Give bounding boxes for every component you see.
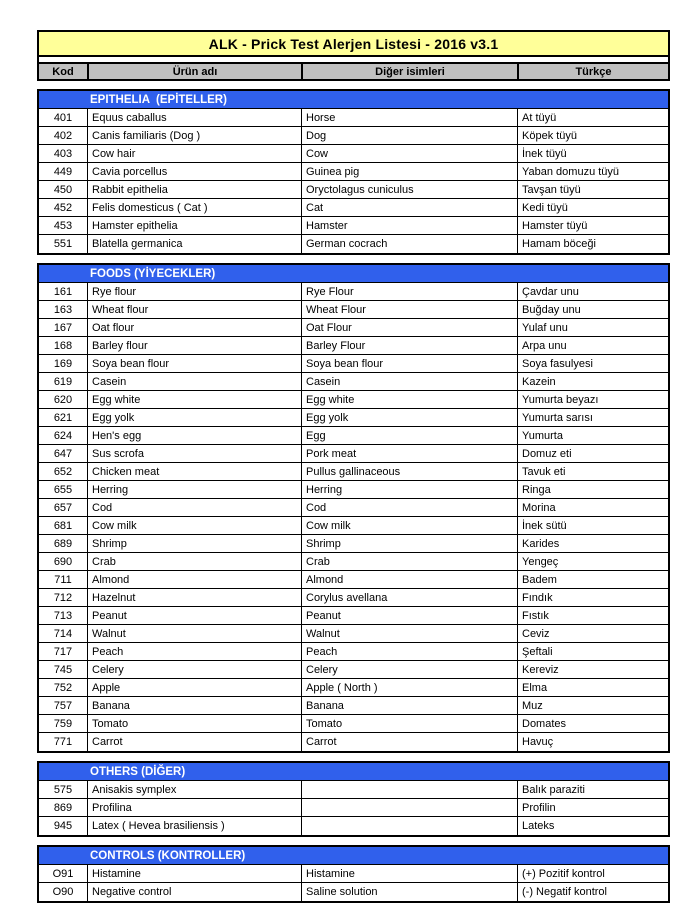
cell-kod: 689	[53, 537, 73, 550]
cell-kod: 712	[53, 591, 73, 604]
cell-diger-isimleri: Celery	[301, 661, 517, 678]
cell-turkce: Kazein	[517, 373, 668, 390]
cell-diger-isimleri	[301, 817, 517, 835]
cell-urun-adi: Equus caballus	[87, 109, 301, 126]
column-header-urun-adi: Ürün adı	[87, 64, 301, 79]
cell-kod: 652	[53, 465, 73, 478]
table-row	[39, 589, 668, 607]
cell-urun-adi: Shrimp	[87, 535, 301, 552]
table-row	[39, 799, 668, 817]
column-header-turkce: Türkçe	[517, 64, 668, 79]
cell-turkce: Kedi tüyü	[517, 199, 668, 216]
cell-diger-isimleri: Peanut	[301, 607, 517, 624]
cell-diger-isimleri: Hamster	[301, 217, 517, 234]
table-row	[39, 661, 668, 679]
cell-diger-isimleri: Soya bean flour	[301, 355, 517, 372]
table-row	[39, 127, 668, 145]
document-title: ALK - Prick Test Alerjen Listesi - 2016 v3.1	[37, 30, 670, 57]
cell-urun-adi: Egg yolk	[87, 409, 301, 426]
cell-turkce: Profilin	[517, 799, 668, 816]
cell-turkce: Karides	[517, 535, 668, 552]
cell-turkce: Yaban domuzu tüyü	[517, 163, 668, 180]
cell-kod: 771	[53, 736, 73, 748]
cell-diger-isimleri: Oat Flour	[301, 319, 517, 336]
cell-kod: 575	[53, 783, 73, 796]
table-row	[39, 217, 668, 235]
table-row	[39, 553, 668, 571]
cell-turkce: Balık paraziti	[517, 781, 668, 798]
cell-turkce: Lateks	[517, 817, 668, 835]
table-row	[39, 301, 668, 319]
cell-turkce: Yumurta	[517, 427, 668, 444]
cell-turkce: İnek tüyü	[517, 145, 668, 162]
cell-kod: O91	[52, 867, 74, 880]
table-row	[39, 355, 668, 373]
cell-turkce: Buğday unu	[517, 301, 668, 318]
cell-urun-adi: Banana	[87, 697, 301, 714]
cell-urun-adi: Felis domesticus ( Cat )	[87, 199, 301, 216]
cell-diger-isimleri: Egg yolk	[301, 409, 517, 426]
cell-turkce: Arpa unu	[517, 337, 668, 354]
cell-diger-isimleri: Carrot	[301, 733, 517, 751]
cell-kod: 757	[53, 699, 73, 712]
cell-urun-adi: Walnut	[87, 625, 301, 642]
cell-urun-adi: Carrot	[87, 733, 301, 751]
cell-kod: 647	[53, 447, 73, 460]
cell-diger-isimleri: Herring	[301, 481, 517, 498]
cell-urun-adi: Peanut	[87, 607, 301, 624]
cell-turkce: Çavdar unu	[517, 283, 668, 300]
cell-kod: 401	[53, 111, 73, 124]
cell-diger-isimleri: Egg	[301, 427, 517, 444]
cell-diger-isimleri: Corylus avellana	[301, 589, 517, 606]
cell-urun-adi: Canis familiaris (Dog )	[87, 127, 301, 144]
cell-kod: 624	[53, 429, 73, 442]
cell-urun-adi: Peach	[87, 643, 301, 660]
table-row	[39, 283, 668, 301]
cell-kod: 945	[53, 820, 73, 832]
cell-turkce: Hamam böceği	[517, 235, 668, 253]
cell-urun-adi: Apple	[87, 679, 301, 696]
cell-urun-adi: Hazelnut	[87, 589, 301, 606]
section-header: EPITHELIA (EPİTELLER)	[39, 91, 668, 109]
cell-diger-isimleri: Walnut	[301, 625, 517, 642]
cell-urun-adi: Chicken meat	[87, 463, 301, 480]
cell-diger-isimleri: German cocrach	[301, 235, 517, 253]
cell-kod: 453	[53, 219, 73, 232]
column-header-row	[37, 62, 670, 81]
cell-turkce: Hamster tüyü	[517, 217, 668, 234]
cell-turkce: Ringa	[517, 481, 668, 498]
cell-turkce: Badem	[517, 571, 668, 588]
cell-turkce: Ceviz	[517, 625, 668, 642]
cell-diger-isimleri: Banana	[301, 697, 517, 714]
table-row	[39, 517, 668, 535]
table-row	[39, 391, 668, 409]
cell-turkce: (+) Pozitif kontrol	[517, 865, 668, 882]
cell-turkce: Tavuk eti	[517, 463, 668, 480]
cell-diger-isimleri: Barley Flour	[301, 337, 517, 354]
cell-diger-isimleri: Casein	[301, 373, 517, 390]
table-row	[39, 463, 668, 481]
cell-turkce: Fıstık	[517, 607, 668, 624]
cell-urun-adi: Hen's egg	[87, 427, 301, 444]
table-row	[39, 817, 668, 835]
cell-urun-adi: Barley flour	[87, 337, 301, 354]
cell-urun-adi: Celery	[87, 661, 301, 678]
table-row	[39, 373, 668, 391]
column-header-kod: Kod	[52, 65, 74, 78]
cell-diger-isimleri: Oryctolagus cuniculus	[301, 181, 517, 198]
cell-diger-isimleri: Apple ( North )	[301, 679, 517, 696]
cell-diger-isimleri: Guinea pig	[301, 163, 517, 180]
cell-turkce: Şeftali	[517, 643, 668, 660]
cell-diger-isimleri: Histamine	[301, 865, 517, 882]
cell-diger-isimleri: Horse	[301, 109, 517, 126]
cell-turkce: Tavşan tüyü	[517, 181, 668, 198]
cell-urun-adi: Sus scrofa	[87, 445, 301, 462]
cell-turkce: Yumurta sarısı	[517, 409, 668, 426]
cell-diger-isimleri	[301, 799, 517, 816]
cell-turkce: Yumurta beyazı	[517, 391, 668, 408]
cell-diger-isimleri: Crab	[301, 553, 517, 570]
cell-turkce: Yengeç	[517, 553, 668, 570]
section-table	[37, 263, 670, 753]
cell-diger-isimleri	[301, 781, 517, 798]
cell-diger-isimleri: Tomato	[301, 715, 517, 732]
table-row	[39, 109, 668, 127]
cell-urun-adi: Casein	[87, 373, 301, 390]
cell-urun-adi: Latex ( Hevea brasiliensis )	[87, 817, 301, 835]
table-row	[39, 145, 668, 163]
cell-kod: 714	[53, 627, 73, 640]
cell-turkce: Fındık	[517, 589, 668, 606]
cell-urun-adi: Cavia porcellus	[87, 163, 301, 180]
sections	[37, 89, 670, 903]
cell-diger-isimleri: Cat	[301, 199, 517, 216]
cell-urun-adi: Wheat flour	[87, 301, 301, 318]
cell-urun-adi: Egg white	[87, 391, 301, 408]
cell-urun-adi: Cod	[87, 499, 301, 516]
section-header: OTHERS (DİĞER)	[39, 763, 668, 781]
cell-kod: 169	[53, 357, 73, 370]
cell-urun-adi: Tomato	[87, 715, 301, 732]
cell-kod: 619	[53, 375, 73, 388]
cell-turkce: At tüyü	[517, 109, 668, 126]
cell-diger-isimleri: Pullus gallinaceous	[301, 463, 517, 480]
cell-urun-adi: Histamine	[87, 865, 301, 882]
table-row	[39, 607, 668, 625]
cell-kod: 450	[53, 183, 73, 196]
cell-turkce: Domates	[517, 715, 668, 732]
table-row	[39, 883, 668, 901]
section-table	[37, 89, 670, 255]
cell-diger-isimleri: Cow milk	[301, 517, 517, 534]
cell-kod: 713	[53, 609, 73, 622]
cell-kod: 167	[53, 321, 73, 334]
cell-kod: 452	[53, 201, 73, 214]
table-row	[39, 445, 668, 463]
cell-kod: 163	[53, 303, 73, 316]
table-row	[39, 181, 668, 199]
cell-diger-isimleri: Peach	[301, 643, 517, 660]
table-row	[39, 499, 668, 517]
cell-kod: 717	[53, 645, 73, 658]
table-row	[39, 427, 668, 445]
cell-turkce: Domuz eti	[517, 445, 668, 462]
table-row	[39, 715, 668, 733]
cell-urun-adi: Anisakis symplex	[87, 781, 301, 798]
column-header-diger-isimleri: Diğer isimleri	[301, 64, 517, 79]
cell-diger-isimleri: Almond	[301, 571, 517, 588]
table-row	[39, 679, 668, 697]
cell-urun-adi: Blatella germanica	[87, 235, 301, 253]
table-row	[39, 865, 668, 883]
cell-turkce: Köpek tüyü	[517, 127, 668, 144]
table-row	[39, 535, 668, 553]
cell-turkce: İnek sütü	[517, 517, 668, 534]
table-row	[39, 643, 668, 661]
cell-diger-isimleri: Dog	[301, 127, 517, 144]
cell-kod: O90	[52, 886, 74, 898]
table-row	[39, 697, 668, 715]
cell-turkce: Kereviz	[517, 661, 668, 678]
cell-kod: 620	[53, 393, 73, 406]
table-row	[39, 235, 668, 253]
table-row	[39, 625, 668, 643]
cell-turkce: (-) Negatif kontrol	[517, 883, 668, 901]
cell-kod: 168	[53, 339, 73, 352]
cell-urun-adi: Cow milk	[87, 517, 301, 534]
cell-turkce: Yulaf unu	[517, 319, 668, 336]
cell-urun-adi: Crab	[87, 553, 301, 570]
section-header: FOODS (YİYECEKLER)	[39, 265, 668, 283]
cell-urun-adi: Cow hair	[87, 145, 301, 162]
cell-turkce: Soya fasulyesi	[517, 355, 668, 372]
cell-kod: 551	[53, 238, 73, 250]
cell-urun-adi: Profilina	[87, 799, 301, 816]
cell-diger-isimleri: Cow	[301, 145, 517, 162]
cell-diger-isimleri: Saline solution	[301, 883, 517, 901]
cell-urun-adi: Hamster epithelia	[87, 217, 301, 234]
cell-diger-isimleri: Pork meat	[301, 445, 517, 462]
cell-kod: 711	[54, 573, 72, 586]
cell-kod: 752	[53, 681, 73, 694]
cell-turkce: Havuç	[517, 733, 668, 751]
cell-urun-adi: Almond	[87, 571, 301, 588]
cell-kod: 402	[53, 129, 73, 142]
table-row	[39, 409, 668, 427]
cell-kod: 403	[53, 147, 73, 160]
section-table	[37, 845, 670, 903]
table-row	[39, 163, 668, 181]
cell-kod: 657	[53, 501, 73, 514]
cell-urun-adi: Negative control	[87, 883, 301, 901]
cell-diger-isimleri: Shrimp	[301, 535, 517, 552]
section-table	[37, 761, 670, 837]
cell-kod: 449	[53, 165, 73, 178]
cell-turkce: Muz	[517, 697, 668, 714]
cell-kod: 690	[53, 555, 73, 568]
cell-turkce: Elma	[517, 679, 668, 696]
cell-kod: 655	[53, 483, 73, 496]
cell-urun-adi: Oat flour	[87, 319, 301, 336]
table-row	[39, 337, 668, 355]
cell-diger-isimleri: Wheat Flour	[301, 301, 517, 318]
cell-urun-adi: Rabbit epithelia	[87, 181, 301, 198]
cell-kod: 759	[53, 717, 73, 730]
cell-kod: 745	[53, 663, 73, 676]
cell-urun-adi: Soya bean flour	[87, 355, 301, 372]
cell-kod: 869	[53, 801, 73, 814]
cell-urun-adi: Herring	[87, 481, 301, 498]
cell-urun-adi: Rye flour	[87, 283, 301, 300]
table-row	[39, 733, 668, 751]
cell-diger-isimleri: Egg white	[301, 391, 517, 408]
table-row	[39, 319, 668, 337]
table-row	[39, 571, 668, 589]
cell-kod: 161	[53, 285, 73, 298]
cell-kod: 681	[53, 519, 73, 532]
table-row	[39, 199, 668, 217]
cell-turkce: Morina	[517, 499, 668, 516]
section-header: CONTROLS (KONTROLLER)	[39, 847, 668, 865]
table-row	[39, 481, 668, 499]
table-row	[39, 781, 668, 799]
cell-diger-isimleri: Rye Flour	[301, 283, 517, 300]
cell-kod: 621	[53, 411, 73, 424]
cell-diger-isimleri: Cod	[301, 499, 517, 516]
